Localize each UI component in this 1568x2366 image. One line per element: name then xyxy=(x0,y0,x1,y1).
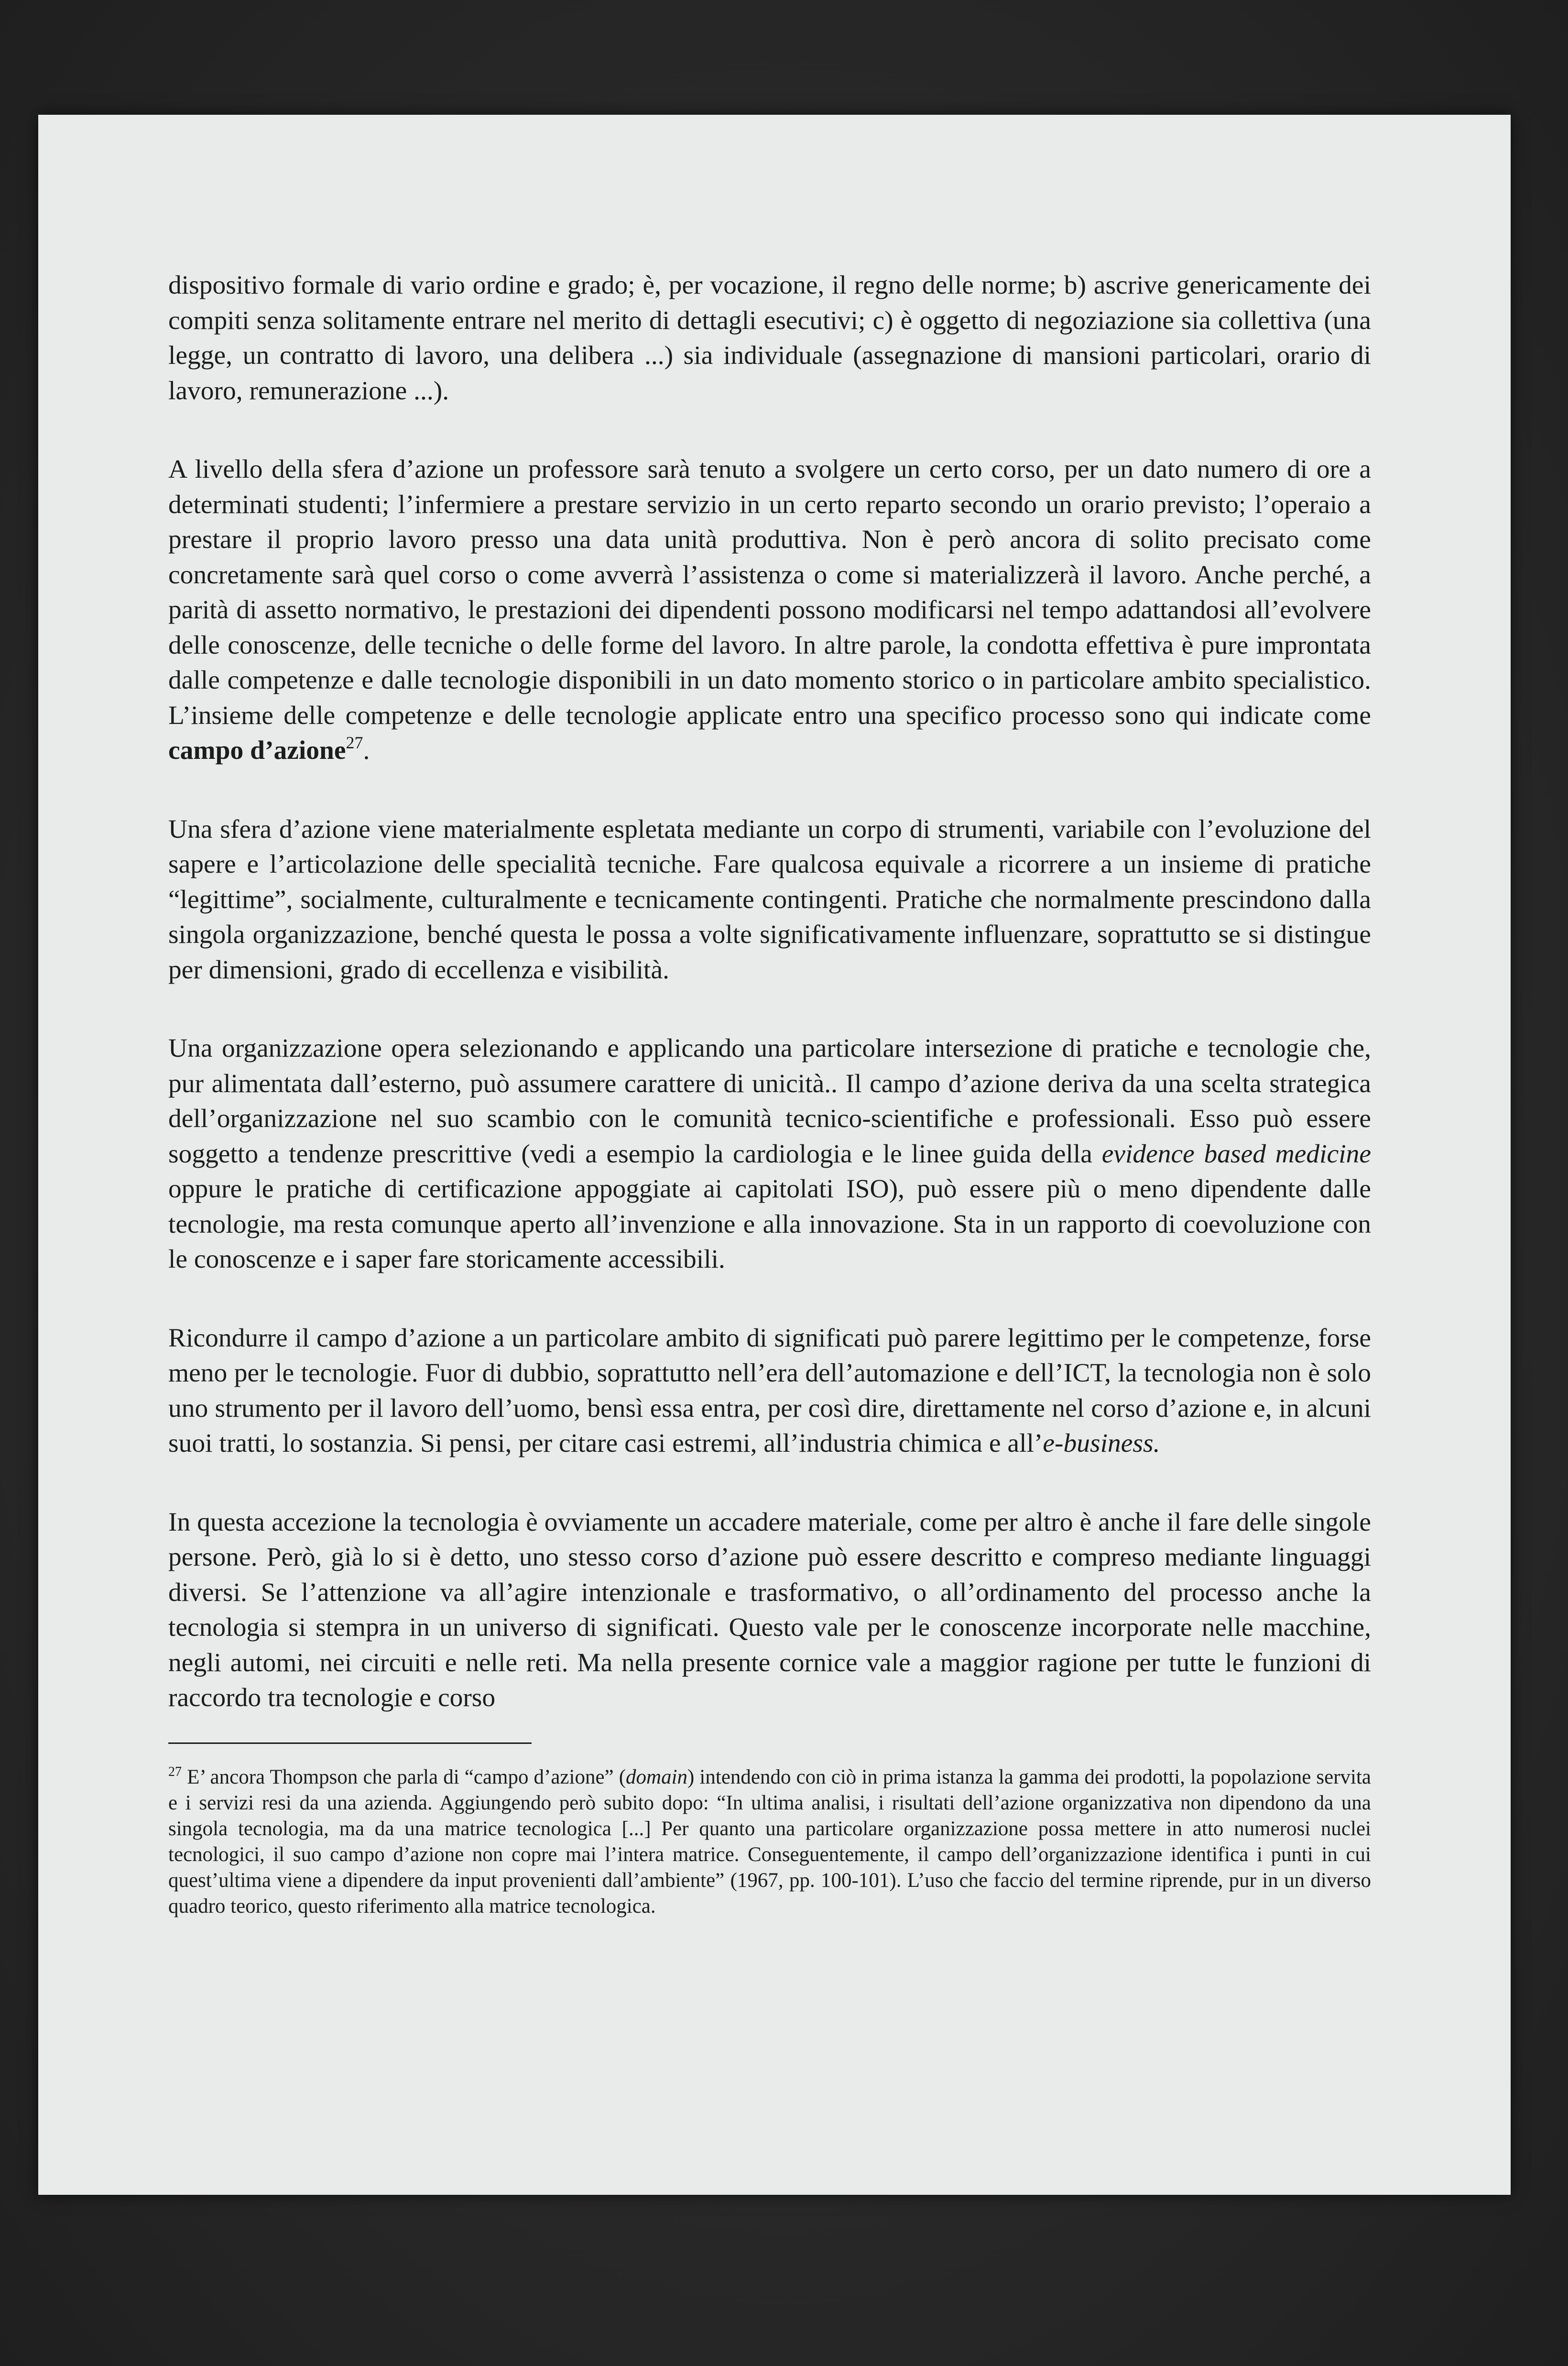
paragraph-2 xyxy=(168,452,1371,768)
paragraph-6 xyxy=(168,1505,1371,1716)
paragraph-5-text-before: Ricondurre il campo d’azione a un particolare ambito di significati può parere legittimo per le competenze, forse meno per le tecnologie. Fuor di dubbio, soprattutto nell’era dell’automazione e dell’ICT, la tecnologia non è solo uno strumento per il lavoro dell’uomo, bensì essa entra, per così dire, direttamente nel corso d’azione e, in alcuni suoi tratti, lo sostanzia. Si pensi, per citare casi estremi, all’industria chimica e all’ xyxy=(168,1323,1371,1458)
term-evidence-based-medicine: evidence based medicine xyxy=(1101,1139,1372,1169)
footnote-number: 27 xyxy=(168,1764,182,1779)
paragraph-3-text: Una sfera d’azione viene materialmente espletata mediante un corpo di strumenti, variabile con l’evoluzione del sapere e l’articolazione delle specialità tecniche. Fare qualcosa equivale a ricorrere a un insieme di pratiche “legittime”, socialmente, culturalmente e tecnicamente contingenti. Pratiche che normalmente prescindono dalla singola organizzazione, benché questa le possa a volte significativamente influenzare, soprattutto se si distingue per dimensioni, grado di eccellenza e visibilità. xyxy=(168,814,1371,985)
paper-sheet xyxy=(38,115,1511,2195)
paragraph-2-text: A livello della sfera d’azione un professore sarà tenuto a svolgere un certo corso, per un dato numero di ore a determinati studenti; l’infermiere a prestare servizio in un certo reparto secondo un orario previsto; l’operaio a prestare il proprio lavoro presso una data unità produttiva. Non è però ancora di solito precisato come concretamente sarà quel corso o come avverrà l’assistenza o come si materializzerà il lavoro. Anche perché, a parità di assetto normativo, le prestazioni dei dipendenti possono modificarsi nel tempo adattandosi all’evolvere delle conoscenze, delle tecniche o delle forme del lavoro. In altre parole, la condotta effettiva è pure improntata dalle competenze e dalle tecnologie disponibili in un dato momento storico o in particolare ambito specialistico. L’insieme delle competenze e delle tecnologie applicate entro una specifico processo sono qui indicate come xyxy=(168,455,1371,730)
footnote-text-before: E’ ancora Thompson che parla di “campo d’azione” ( xyxy=(187,1765,626,1788)
footnote-separator xyxy=(168,1742,532,1744)
paragraph-6-text: In questa accezione la tecnologia è ovviamente un accadere materiale, come per altro è anche il fare delle singole persone. Però, già lo si è detto, uno stesso corso d’azione può essere descritto e compreso mediante linguaggi diversi. Se l’attenzione va all’agire intenzionale e trasformativo, o all’ordinamento del processo anche la tecnologia si stempra in un universo di significati. Questo vale per le conoscenze incorporate nelle macchine, negli automi, nei circuiti e nelle reti. Ma nella presente cornice vale a maggior ragione per tutte le funzioni di raccordo tra tecnologie e corso xyxy=(168,1507,1371,1712)
paragraph-1 xyxy=(168,268,1371,408)
page-body xyxy=(168,268,1371,1940)
paragraph-4 xyxy=(168,1031,1371,1277)
paragraph-1-text: dispositivo formale di vario ordine e grado; è, per vocazione, il regno delle norme; b) ascrive genericamente dei compiti senza solitamente entrare nel merito di dettagli esecutivi; c) è oggetto di negoziazione sia collettiva (una legge, un contratto di lavoro, una delibera ...) sia individuale (assegnazione di mansioni particolari, orario di lavoro, remunerazione ...). xyxy=(168,271,1371,405)
footnote-27 xyxy=(168,1764,1371,1919)
term-e-business: e-business. xyxy=(1043,1429,1160,1458)
term-campo-azione: campo d’azione xyxy=(168,736,346,765)
paragraph-4-text-after: oppure le pratiche di certificazione appoggiate ai capitolati ISO), può essere più o meno dipendente dalle tecnologie, ma resta comunque aperto all’invenzione e alla innovazione. Sta in un rapporto di coevoluzione con le conoscenze e i saper fare storicamente accessibili. xyxy=(168,1174,1371,1274)
footnote-ref-27: 27 xyxy=(346,733,363,752)
paragraph-2-end: . xyxy=(363,736,370,765)
footnote-text-after: ) intendendo con ciò in prima istanza la gamma dei prodotti, la popolazione servita e i servizi resi da una azienda. Aggiungendo però subito dopo: “In ultima analisi, i risultati dell’azione organizzativa non dipendono da una singola tecnologia, ma da una matrice tecnologica [...] Per quanto una particolare organizzazione possa mettere in atto numerosi nuclei tecnologici, il suo campo d’azione non copre mai l’intera matrice. Conseguentemente, il campo dell’organizzazione identifica i punti in cui quest’ultima viene a dipendere da input provenienti dall’ambiente” (1967, pp. 100-101). L’uso che faccio del termine riprende, pur in un diverso quadro teorico, questo riferimento alla matrice tecnologica. xyxy=(168,1765,1372,1917)
term-domain: domain xyxy=(626,1765,688,1788)
paragraph-4-text-before: Una organizzazione opera selezionando e applicando una particolare intersezione di pratiche e tecnologie che, pur alimentata dall’esterno, può assumere carattere di unicità.. Il campo d’azione deriva da una scelta strategica dell’organizzazione nel suo scambio con le comunità tecnico-scientifiche e professionali. Esso può essere soggetto a tendenze prescrittive (vedi a esempio la cardiologia e le linee guida della xyxy=(168,1034,1371,1169)
paragraph-3 xyxy=(168,812,1371,988)
paragraph-5 xyxy=(168,1321,1371,1461)
